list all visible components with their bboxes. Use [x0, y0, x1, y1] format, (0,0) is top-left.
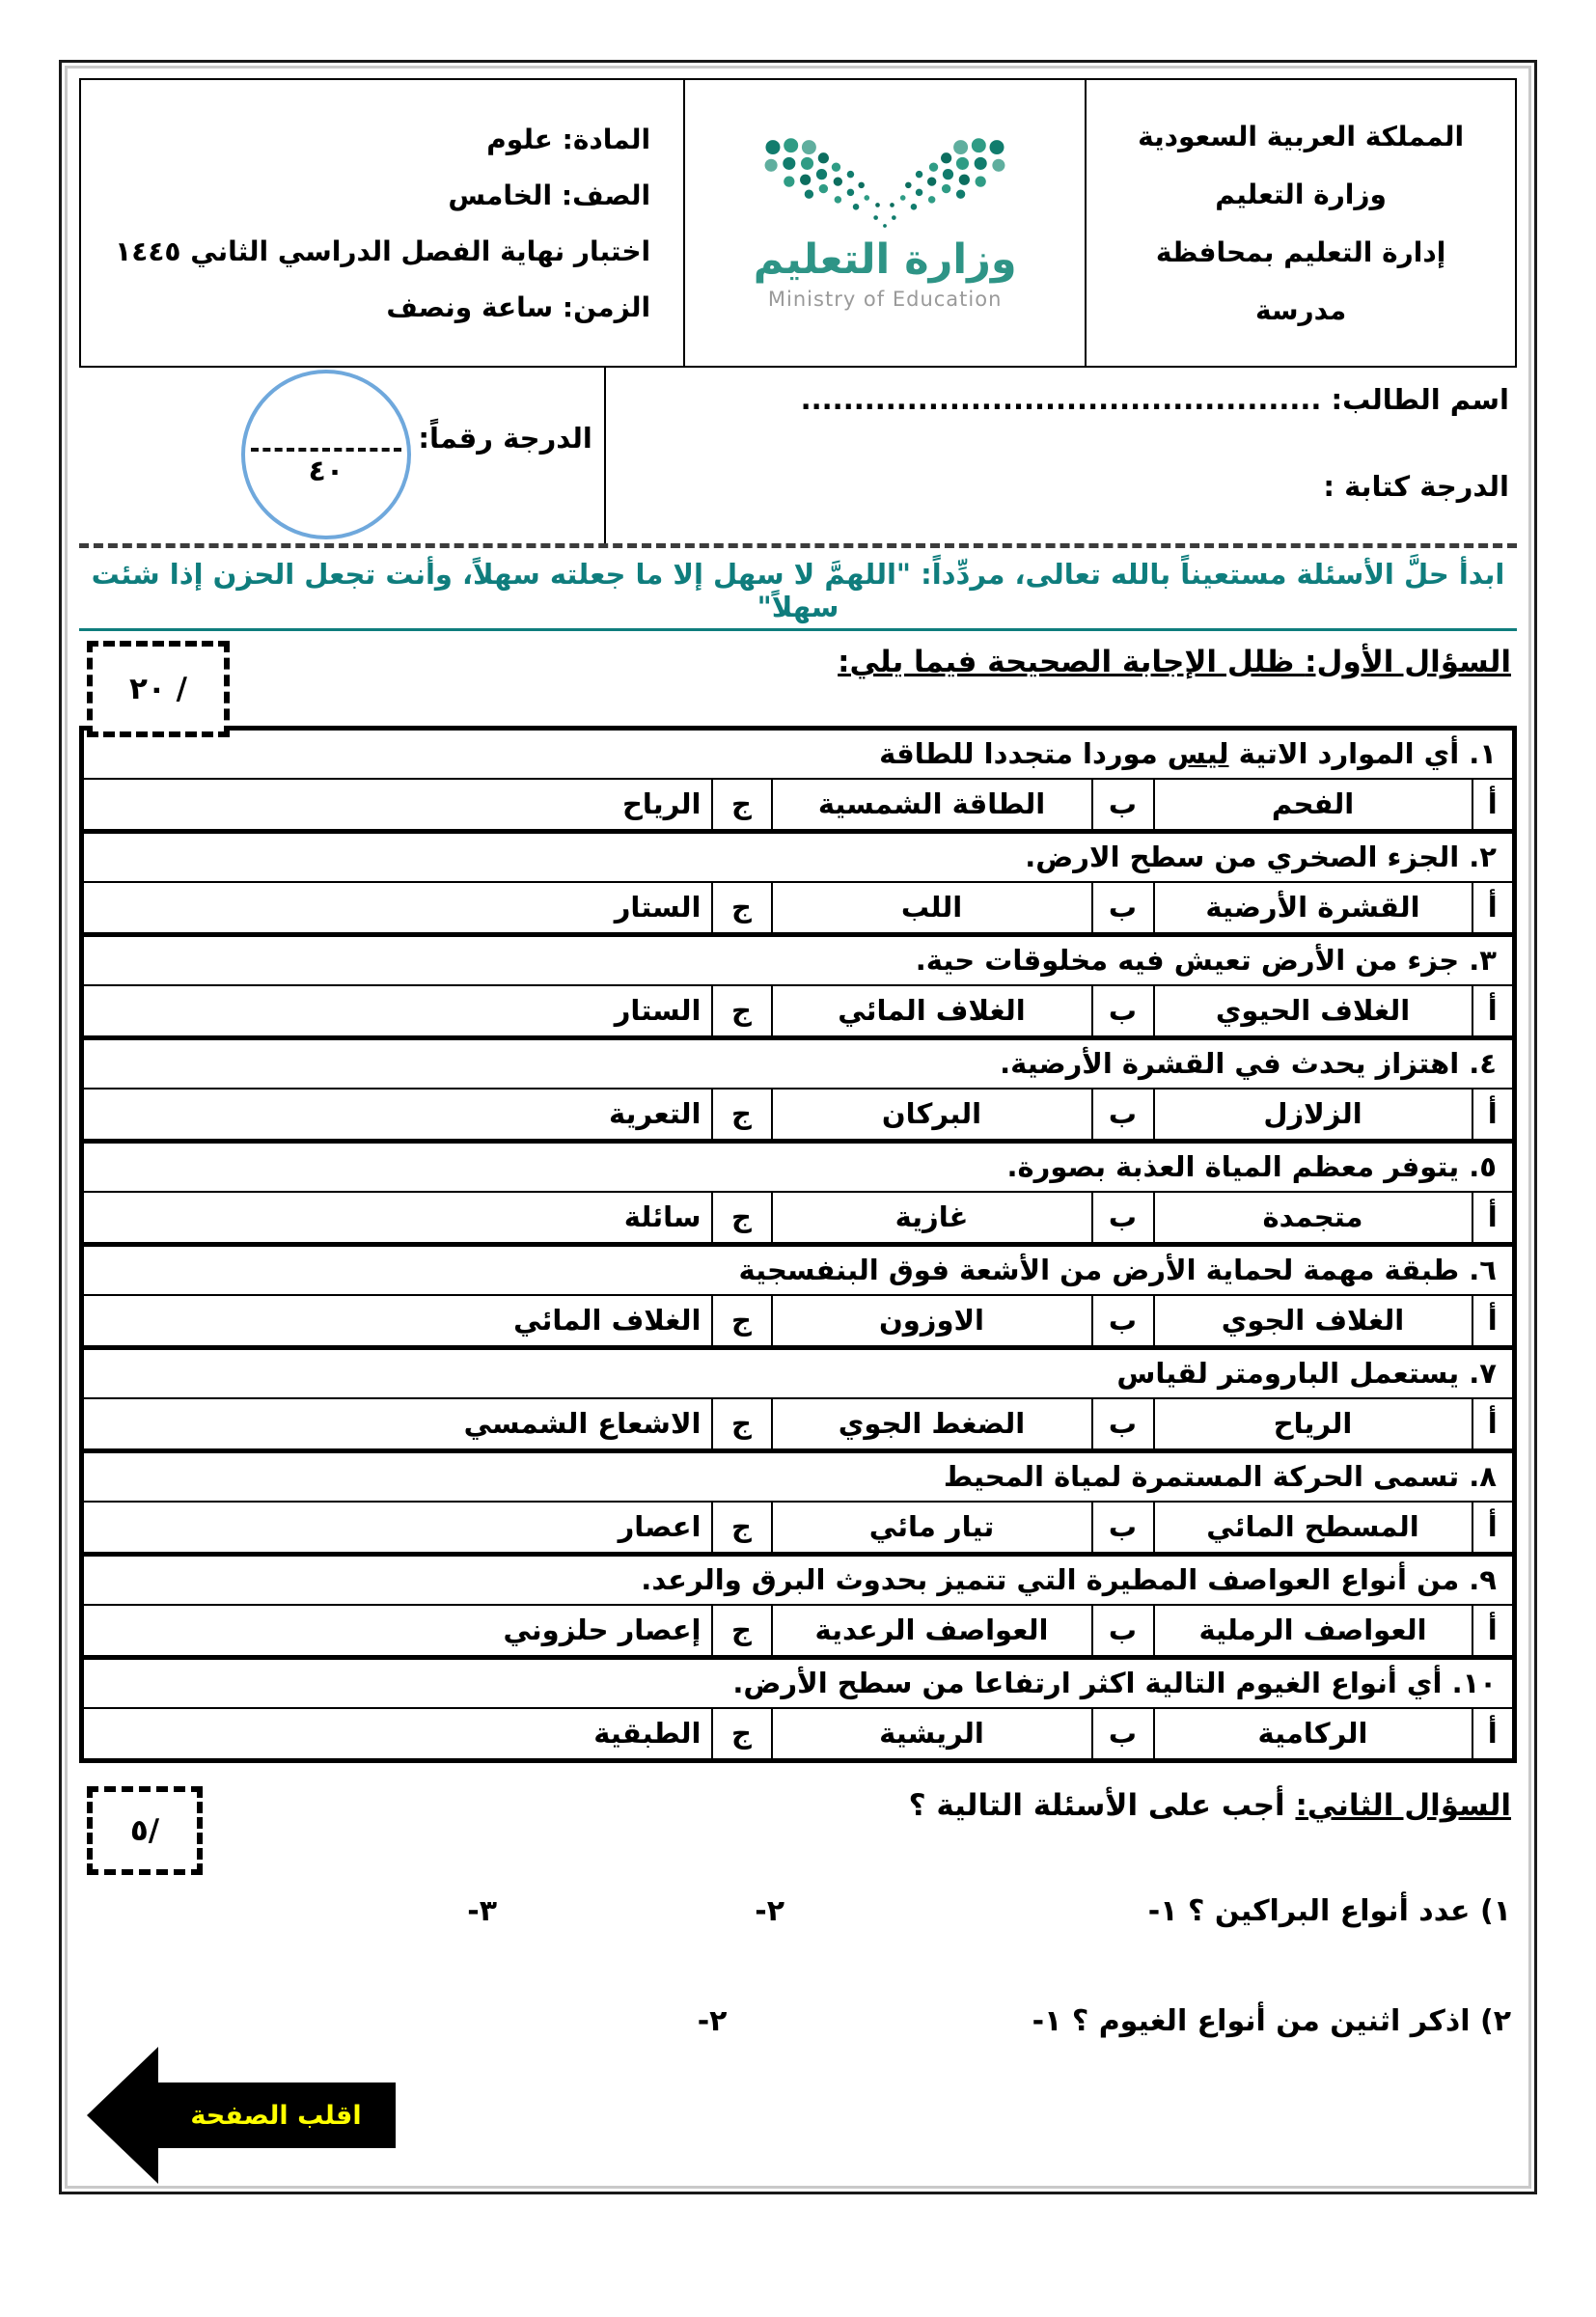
option-c: الستار — [82, 882, 712, 935]
question-text: أي الموارد الاتية — [1228, 737, 1460, 771]
option-c: سائلة — [82, 1192, 712, 1245]
question-group — [82, 832, 1515, 935]
ministry-line: وزارة التعليم — [1215, 178, 1387, 210]
answer-row — [82, 1605, 1515, 1658]
question-text-cell — [82, 832, 1515, 882]
question-text-cell — [82, 1245, 1515, 1295]
option-c: اعصار — [82, 1502, 712, 1555]
option-a: المسطح المائي — [1154, 1502, 1472, 1555]
option-letter-c: ج — [712, 1605, 772, 1658]
question-text-cell — [82, 1142, 1515, 1192]
answer-row — [82, 1398, 1515, 1451]
option-c: الرياح — [82, 779, 712, 832]
option-b: الغلاف المائي — [772, 985, 1092, 1038]
total-score-value: ٤٠ — [308, 455, 344, 488]
option-letter-b: ب — [1092, 985, 1154, 1038]
section2-heading-row — [79, 1788, 1517, 1856]
answer-row — [82, 882, 1515, 935]
section1-score-box: ٢٠ / — [87, 641, 230, 737]
question-group — [82, 935, 1515, 1038]
option-b: البركان — [772, 1089, 1092, 1142]
option-a: العواصف الرملية — [1154, 1605, 1472, 1658]
option-a: الرياح — [1154, 1398, 1472, 1451]
option-letter-c: ج — [712, 882, 772, 935]
answer-row — [82, 1708, 1515, 1761]
question-text-cell — [82, 1451, 1515, 1502]
education-admin-line: إدارة التعليم بمحافظة — [1155, 235, 1446, 268]
question-text: اهتزاز يحدث في القشرة الأرضية. — [1000, 1047, 1460, 1081]
section1-heading — [79, 645, 1517, 679]
question-text-cell — [82, 1348, 1515, 1398]
header-right-column — [1085, 80, 1515, 366]
question-number: ٨. — [1469, 1460, 1497, 1494]
ministry-logo-icon — [758, 135, 1011, 232]
grade-numeric-cell — [79, 368, 604, 543]
question-group — [82, 1038, 1515, 1142]
mcq-table — [79, 726, 1517, 1763]
student-name-line: اسم الطالب: ................................................. — [800, 383, 1509, 416]
question-text: يستعمل البارومتر لقياس — [1116, 1357, 1460, 1391]
option-letter-a: أ — [1472, 1089, 1515, 1142]
option-letter-c: ج — [712, 1398, 772, 1451]
question-number: ٢. — [1469, 841, 1497, 874]
question-row — [82, 1038, 1515, 1089]
question-group — [82, 1245, 1515, 1348]
option-a: الزلازل — [1154, 1089, 1472, 1142]
option-letter-b: ب — [1092, 1295, 1154, 1348]
section2-question-1-label: ١) عدد أنواع البراكين ؟ ١- — [1147, 1894, 1511, 1928]
question-row — [82, 1555, 1515, 1605]
question-number: ٧. — [1469, 1357, 1497, 1391]
exam-title-line: اختبار نهاية الفصل الدراسي الثاني ١٤٤٥ — [115, 234, 651, 267]
option-letter-c: ج — [712, 1708, 772, 1761]
option-a: الغلاف الحيوي — [1154, 985, 1472, 1038]
question-text: تسمى الحركة المستمرة لمياة المحيط — [943, 1460, 1460, 1494]
kingdom-line: المملكة العربية السعودية — [1138, 120, 1465, 152]
option-c: الاشعاع الشمسي — [82, 1398, 712, 1451]
section2-question-2-label: ٢) اذكر اثنين من أنواع الغيوم ؟ ١- — [1032, 2004, 1511, 2038]
question-group — [82, 1142, 1515, 1245]
answer-row — [82, 985, 1515, 1038]
option-letter-a: أ — [1472, 1605, 1515, 1658]
question-text: الجزء الصخري من سطح الارض. — [1025, 841, 1460, 874]
option-letter-c: ج — [712, 779, 772, 832]
option-b: الطاقة الشمسية — [772, 779, 1092, 832]
score-divider-line — [251, 448, 401, 452]
question-text-cell — [82, 935, 1515, 985]
question-group — [82, 729, 1515, 832]
answer-row — [82, 1502, 1515, 1555]
question-text-cell — [82, 1555, 1515, 1605]
section2-instruction: أجب على الأسئلة التالية ؟ — [908, 1788, 1296, 1823]
question-group — [82, 1555, 1515, 1658]
flip-page-banner — [156, 2083, 396, 2148]
option-letter-a: أ — [1472, 1398, 1515, 1451]
grade-numeric-label: الدرجة رقماً: — [418, 422, 592, 455]
option-b: الاوزون — [772, 1295, 1092, 1348]
question-row — [82, 1348, 1515, 1398]
option-b: العواصف الرعدية — [772, 1605, 1092, 1658]
question-group — [82, 1451, 1515, 1555]
basmala-note-text: ابدأ حلَّ الأسئلة مستعيناً بالله تعالى، مردِّداً: "اللهمَّ لا سهل إلا ما جعلته سهلاً، وأنت تجعل الحزن إذا شئت سهلاً" — [79, 558, 1517, 631]
question-text: يتوفر معظم المياة العذبة بصورة. — [1006, 1150, 1460, 1184]
header-table — [79, 78, 1517, 368]
question-text: من أنواع العواصف المطيرة التي تتميز بحدوث البرق والرعد. — [641, 1563, 1460, 1597]
answer-row — [82, 779, 1515, 832]
time-line: الزمن: ساعة ونصف — [386, 290, 651, 323]
option-letter-c: ج — [712, 1502, 772, 1555]
question-text: طبقة مهمة لحماية الأرض من الأشعة فوق البنفسجية — [738, 1254, 1460, 1287]
question-text-tail: موردا متجددا للطاقة — [879, 737, 1168, 771]
answer-row — [82, 1295, 1515, 1348]
option-b: الريشية — [772, 1708, 1092, 1761]
option-letter-b: ب — [1092, 1502, 1154, 1555]
question-row — [82, 832, 1515, 882]
option-letter-a: أ — [1472, 985, 1515, 1038]
header-left-column — [81, 80, 683, 366]
section2-title: السؤال الثاني: — [1295, 1788, 1511, 1823]
total-score-circle — [241, 370, 411, 539]
question-text-cell — [82, 1658, 1515, 1708]
option-letter-a: أ — [1472, 779, 1515, 832]
student-grade-bar — [79, 368, 1517, 548]
option-letter-a: أ — [1472, 1502, 1515, 1555]
arrow-left-icon — [87, 2047, 158, 2184]
option-letter-c: ج — [712, 1295, 772, 1348]
option-letter-b: ب — [1092, 882, 1154, 935]
question-row — [82, 1245, 1515, 1295]
question-number: ٥. — [1469, 1150, 1497, 1184]
basmala-note — [79, 558, 1517, 631]
section1-heading-row — [79, 645, 1517, 726]
question-row — [82, 1451, 1515, 1502]
question-number: ٣. — [1469, 944, 1497, 978]
question-row — [82, 729, 1515, 779]
option-c: إعصار حلزوني — [82, 1605, 712, 1658]
option-letter-b: ب — [1092, 1192, 1154, 1245]
question-number: ٤. — [1469, 1047, 1497, 1081]
logo-wordmark-english: Ministry of Education — [767, 288, 1003, 311]
section1-instruction: ظلل الإجابة الصحيحة فيما يلي: — [838, 645, 1306, 679]
answer-row — [82, 1192, 1515, 1245]
option-letter-b: ب — [1092, 779, 1154, 832]
option-letter-a: أ — [1472, 1295, 1515, 1348]
option-letter-b: ب — [1092, 1398, 1154, 1451]
option-c: الطبقية — [82, 1708, 712, 1761]
answer-row — [82, 1089, 1515, 1142]
question-emphasis: ليس — [1167, 737, 1229, 771]
subject-line: المادة: علوم — [486, 123, 651, 155]
student-name-cell — [604, 368, 1517, 543]
question-row — [82, 935, 1515, 985]
option-b: غازية — [772, 1192, 1092, 1245]
grade-level-line: الصف: الخامس — [448, 179, 651, 211]
section2-score-box: ٥/ — [87, 1786, 203, 1875]
option-letter-a: أ — [1472, 1192, 1515, 1245]
section2-question-1-blank-3: ٣- — [467, 1894, 498, 1928]
section2-question-1-blank-2: ٢- — [755, 1894, 785, 1928]
option-letter-a: أ — [1472, 882, 1515, 935]
question-number: ١. — [1469, 737, 1497, 771]
option-letter-b: ب — [1092, 1089, 1154, 1142]
option-a: متجمدة — [1154, 1192, 1472, 1245]
question-number: ٩. — [1469, 1563, 1497, 1597]
option-a: القشرة الأرضية — [1154, 882, 1472, 935]
option-c: التعرية — [82, 1089, 712, 1142]
question-row — [82, 1658, 1515, 1708]
section2-question-2-blank-2: ٢- — [697, 2004, 728, 2038]
option-a: الفحم — [1154, 779, 1472, 832]
school-line: مدرسة — [1255, 293, 1347, 326]
option-letter-c: ج — [712, 985, 772, 1038]
question-number: ٦. — [1469, 1254, 1497, 1287]
flip-page-arrow — [87, 2047, 415, 2184]
logo-wordmark-arabic: وزارة التعليم — [753, 235, 1017, 284]
option-letter-b: ب — [1092, 1708, 1154, 1761]
flip-page-label: اقلب الصفحة — [190, 2100, 362, 2131]
question-number: ١٠. — [1451, 1667, 1497, 1700]
option-letter-c: ج — [712, 1192, 772, 1245]
section2-question-1 — [79, 1894, 1517, 1948]
option-b: اللب — [772, 882, 1092, 935]
option-letter-b: ب — [1092, 1605, 1154, 1658]
question-text: أي أنواع الغيوم التالية اكثر ارتفاعا من سطح الأرض. — [732, 1667, 1443, 1700]
option-a: الغلاف الجوي — [1154, 1295, 1472, 1348]
exam-page — [59, 60, 1537, 2194]
question-row — [82, 1142, 1515, 1192]
option-c: الستار — [82, 985, 712, 1038]
question-group — [82, 1658, 1515, 1761]
grade-written-line: الدرجة كتابة : — [1323, 470, 1509, 503]
section2-heading — [79, 1788, 1517, 1823]
section1-title: السؤال الأول: — [1305, 645, 1511, 679]
question-text-cell — [82, 1038, 1515, 1089]
question-text-cell — [82, 729, 1515, 779]
question-text: جزء من الأرض تعيش فيه مخلوقات حية. — [915, 944, 1460, 978]
option-letter-c: ج — [712, 1089, 772, 1142]
question-group — [82, 1348, 1515, 1451]
option-c: الغلاف المائي — [82, 1295, 712, 1348]
option-b: الضغط الجوي — [772, 1398, 1092, 1451]
option-letter-a: أ — [1472, 1708, 1515, 1761]
option-b: تيار مائي — [772, 1502, 1092, 1555]
header-logo-cell — [683, 80, 1085, 366]
option-a: الركامية — [1154, 1708, 1472, 1761]
